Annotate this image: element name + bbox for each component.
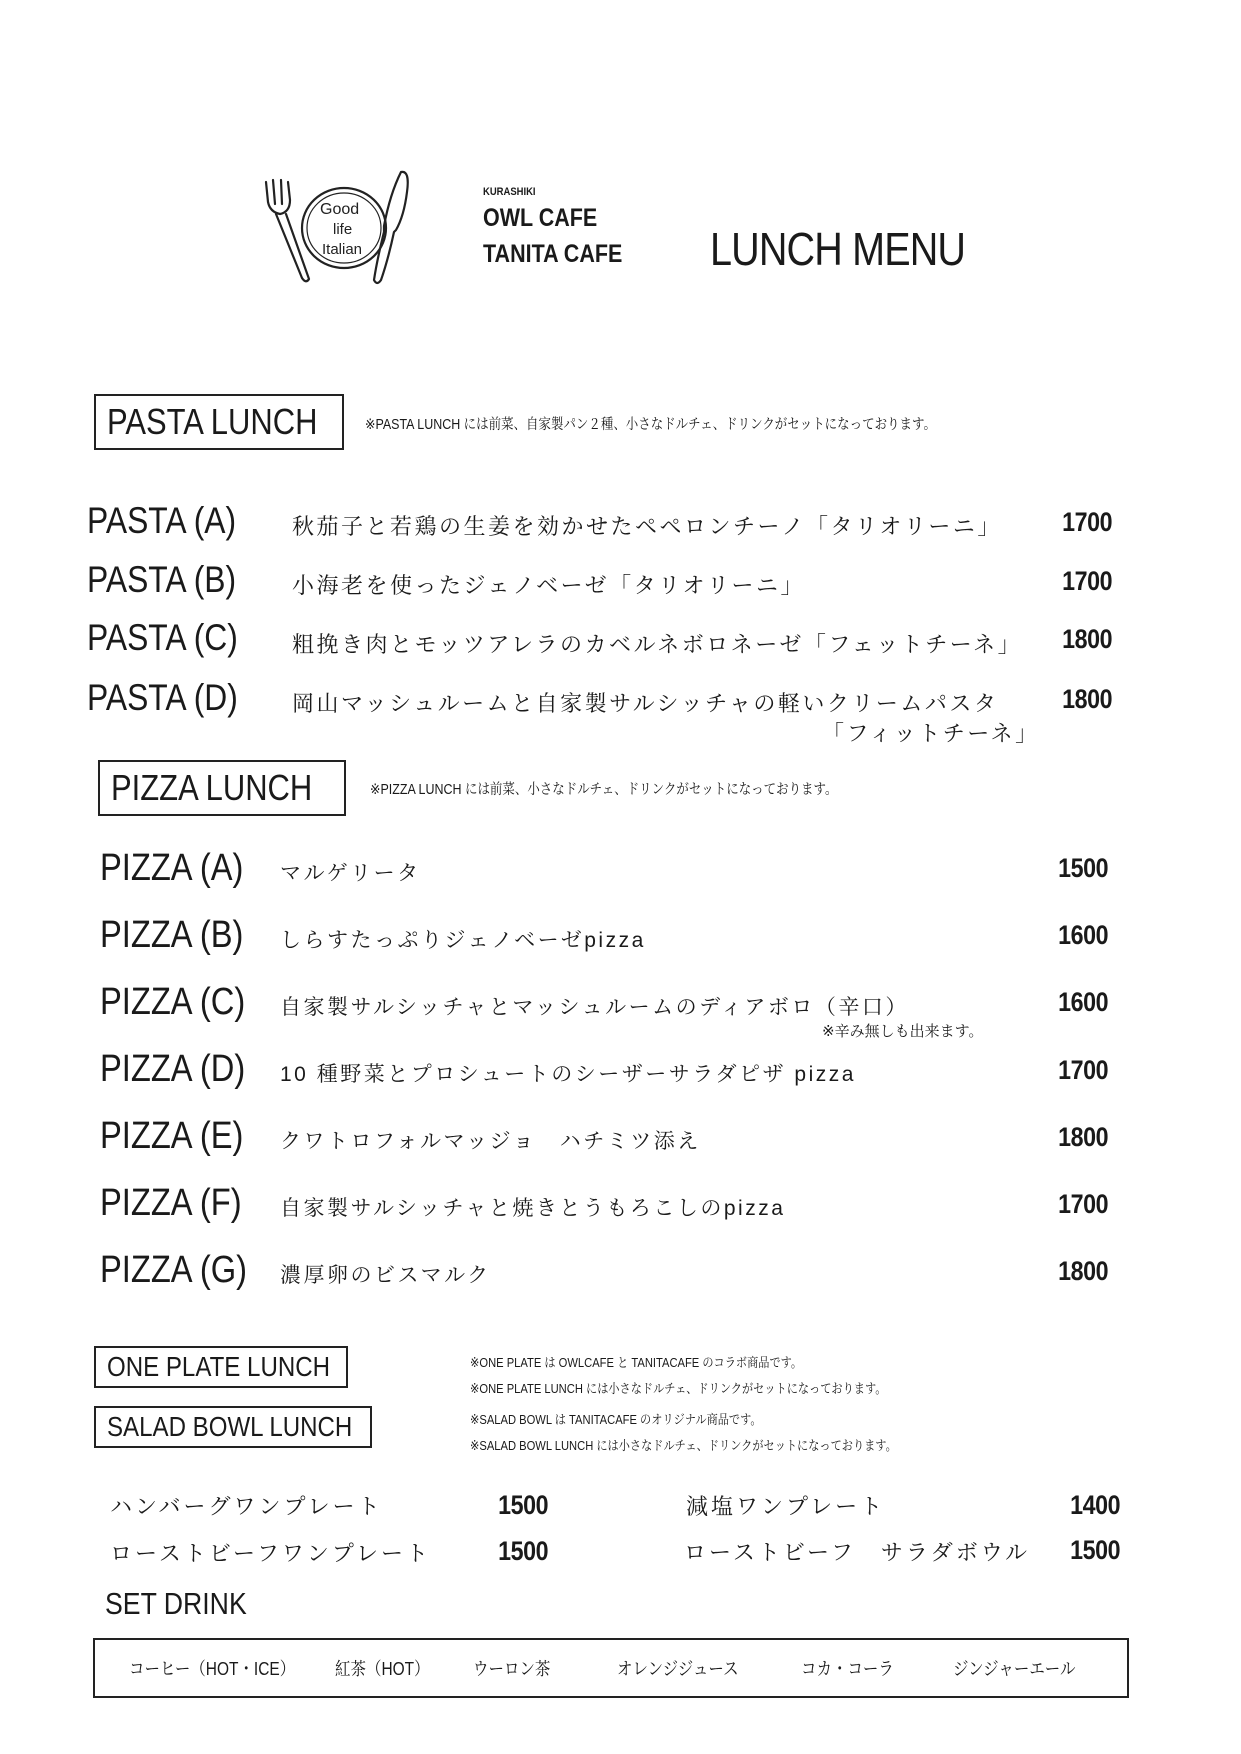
one-plate-lunch-label: ONE PLATE LUNCH bbox=[94, 1346, 348, 1388]
pasta-b-price: 1700 bbox=[1062, 566, 1112, 596]
salad-bowl-lunch-label: SALAD BOWL LUNCH bbox=[94, 1406, 372, 1448]
pizza-a-desc: マルゲリータ bbox=[280, 862, 421, 885]
pasta-b-name: PASTA (B) bbox=[87, 559, 237, 600]
plate-item-low-salt: 減塩ワンプレート bbox=[686, 1494, 886, 1519]
pizza-b-price: 1600 bbox=[1058, 920, 1108, 950]
plate-item-low-salt-price: 1400 bbox=[1070, 1490, 1120, 1520]
pizza-c-sub-note: ※辛み無しも出来ます。 bbox=[822, 1023, 984, 1040]
pasta-d-desc: 岡山マッシュルームと自家製サルシッチャの軽いクリームパスタ bbox=[292, 691, 999, 716]
pasta-d-name: PASTA (D) bbox=[87, 677, 238, 718]
pizza-lunch-note: ※PIZZA LUNCH には前菜、小さなドルチェ、ドリンクがセットになっております。 bbox=[370, 782, 838, 798]
pasta-d-desc-line2: 「フィットチーネ」 bbox=[822, 721, 1040, 746]
pasta-a-desc: 秋茄子と若鶏の生姜を効かせたペペロンチーノ「タリオリーニ」 bbox=[292, 514, 1002, 539]
pizza-d-name: PIZZA (D) bbox=[100, 1048, 246, 1090]
plate-item-roastbeef: ローストビーフワンプレート bbox=[110, 1541, 432, 1566]
pizza-a-name: PIZZA (A) bbox=[100, 847, 244, 889]
pizza-f-name: PIZZA (F) bbox=[100, 1182, 242, 1224]
pizza-b-name: PIZZA (B) bbox=[100, 914, 244, 956]
drink-orange-juice: オレンジジュース bbox=[617, 1659, 739, 1679]
pizza-e-desc: クワトロフォルマッジョ ハチミツ添え bbox=[280, 1130, 701, 1153]
drink-coca-cola: コカ・コーラ bbox=[801, 1659, 894, 1679]
plate-note-4: ※SALAD BOWL LUNCH には小さなドルチェ、ドリンクがセットになっております。 bbox=[470, 1438, 897, 1453]
plate-note-1: ※ONE PLATE は OWLCAFE と TANITACAFE のコラボ商品です。 bbox=[470, 1355, 803, 1370]
pasta-b-desc: 小海老を使ったジェノベーゼ「タリオリーニ」 bbox=[292, 573, 805, 598]
plate-item-hamburg: ハンバーグワンプレート bbox=[110, 1494, 383, 1519]
good-life-italian-logo bbox=[262, 170, 462, 286]
logo-text-italian: Italian bbox=[322, 241, 363, 258]
pizza-c-price: 1600 bbox=[1058, 987, 1108, 1017]
plate-item-roastbeef-price: 1500 bbox=[498, 1536, 548, 1566]
pasta-d-price: 1800 bbox=[1062, 684, 1112, 714]
plate-note-3: ※SALAD BOWL は TANITACAFE のオリジナル商品です。 bbox=[470, 1412, 762, 1427]
pasta-lunch-note: ※PASTA LUNCH には前菜、自家製パン２種、小さなドルチェ、ドリンクがセットになっております。 bbox=[365, 417, 936, 433]
drink-oolong: ウーロン茶 bbox=[473, 1659, 551, 1679]
pizza-d-price: 1700 bbox=[1058, 1055, 1108, 1085]
drink-tea: 紅茶（HOT） bbox=[335, 1659, 430, 1679]
brand-kurashiki: KURASHIKI bbox=[483, 186, 536, 198]
pizza-g-name: PIZZA (G) bbox=[100, 1249, 248, 1291]
set-drink-title: SET DRINK bbox=[105, 1586, 247, 1621]
brand-owl-cafe: OWL CAFE bbox=[483, 204, 598, 232]
pasta-lunch-label: PASTA LUNCH bbox=[94, 394, 344, 450]
pasta-c-name: PASTA (C) bbox=[87, 617, 238, 658]
pizza-b-desc: しらすたっぷりジェノベーゼpizza bbox=[280, 929, 646, 952]
pizza-c-name: PIZZA (C) bbox=[100, 981, 246, 1023]
plate-note-2: ※ONE PLATE LUNCH には小さなドルチェ、ドリンクがセットになっております。 bbox=[470, 1381, 887, 1396]
pizza-lunch-label: PIZZA LUNCH bbox=[98, 760, 346, 816]
pizza-e-price: 1800 bbox=[1058, 1122, 1108, 1152]
pizza-c-desc: 自家製サルシッチャとマッシュルームのディアボロ（辛口） bbox=[280, 996, 909, 1019]
pizza-d-desc: 10 種野菜とプロシュートのシーザーサラダピザ pizza bbox=[280, 1063, 856, 1086]
logo-text-good: Good bbox=[320, 201, 360, 218]
pizza-f-price: 1700 bbox=[1058, 1189, 1108, 1219]
pizza-e-name: PIZZA (E) bbox=[100, 1115, 244, 1157]
drink-ginger-ale: ジンジャーエール bbox=[953, 1659, 1076, 1679]
pizza-g-price: 1800 bbox=[1058, 1256, 1108, 1286]
salad-bowl-roastbeef: ローストビーフ サラダボウル bbox=[684, 1540, 1031, 1565]
page-title: LUNCH MENU bbox=[710, 223, 966, 275]
plate-item-hamburg-price: 1500 bbox=[498, 1490, 548, 1520]
pizza-g-desc: 濃厚卵のビスマルク bbox=[280, 1264, 491, 1287]
salad-bowl-roastbeef-price: 1500 bbox=[1070, 1535, 1120, 1565]
drink-coffee: コーヒー（HOT・ICE） bbox=[129, 1659, 296, 1679]
set-drink-box bbox=[93, 1638, 1129, 1698]
pasta-c-price: 1800 bbox=[1062, 624, 1112, 654]
pasta-a-name: PASTA (A) bbox=[87, 500, 237, 541]
brand-tanita-cafe: TANITA CAFE bbox=[483, 240, 623, 268]
pizza-f-desc: 自家製サルシッチャと焼きとうもろこしのpizza bbox=[280, 1197, 786, 1220]
pasta-c-desc: 粗挽き肉とモッツアレラのカベルネボロネーゼ「フェットチーネ」 bbox=[292, 632, 1023, 657]
pasta-a-price: 1700 bbox=[1062, 507, 1112, 537]
logo-text-life: life bbox=[333, 221, 353, 238]
pizza-a-price: 1500 bbox=[1058, 853, 1108, 883]
